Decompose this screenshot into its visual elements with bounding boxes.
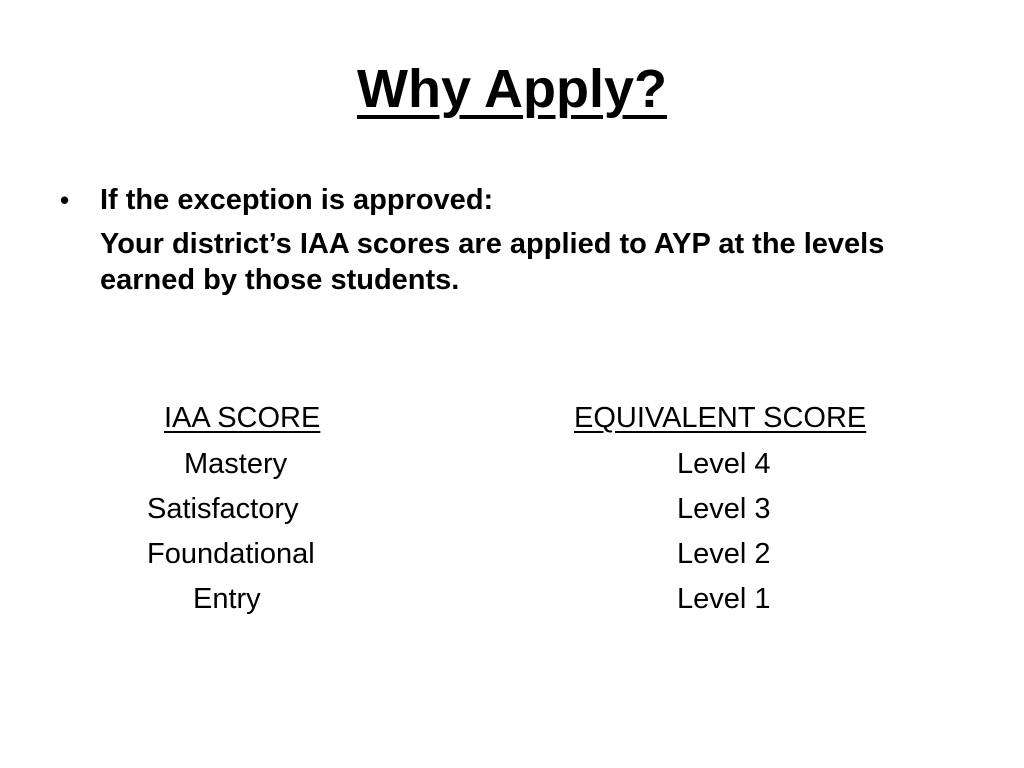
iaa-cell-mastery: Mastery [184, 448, 288, 480]
bullet-item [60, 182, 960, 218]
slide-title [0, 60, 1024, 119]
header-equivalent-score: EQUIVALENT SCORE [574, 402, 867, 434]
bullet-marker: • [60, 185, 70, 215]
iaa-cell-satisfactory: Satisfactory [147, 493, 299, 525]
bullet-subtext: Your district’s IAA scores are applied to AYP at the levels earned by those students. [100, 228, 885, 296]
equivalent-cell-level-2: Level 2 [677, 538, 771, 570]
header-iaa-score: IAA SCORE [164, 402, 321, 434]
slide-title-text: Why Apply? [357, 59, 667, 119]
equivalent-cell-level-1: Level 1 [677, 583, 771, 615]
bullet-block [60, 182, 960, 298]
equivalent-cell-level-3: Level 3 [677, 493, 771, 525]
iaa-cell-foundational: Foundational [147, 538, 315, 570]
bullet-text: If the exception is approved: [100, 184, 494, 216]
iaa-cell-entry: Entry [193, 583, 261, 615]
equivalent-cell-level-4: Level 4 [677, 448, 771, 480]
